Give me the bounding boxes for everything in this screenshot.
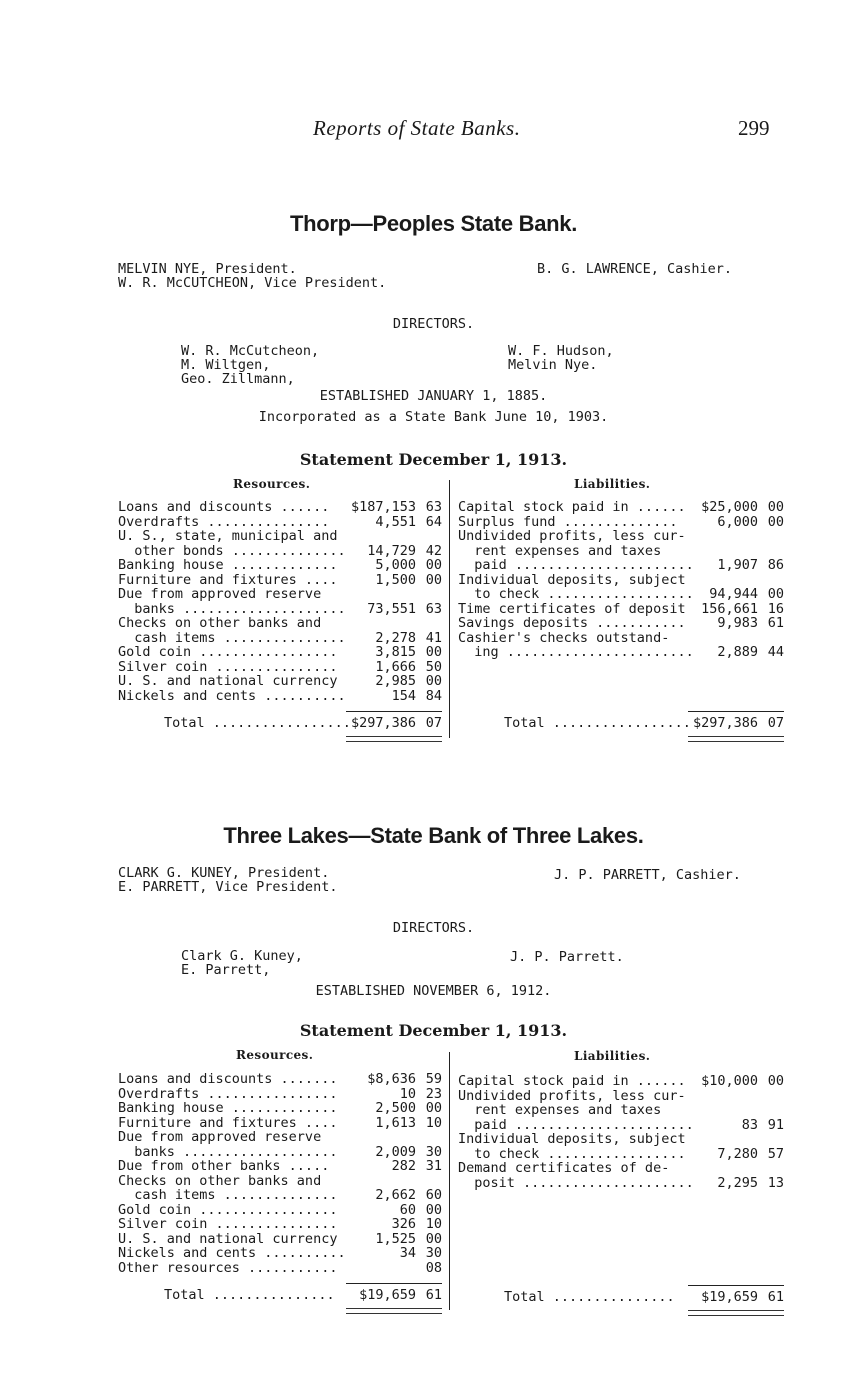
row-label: Overdrafts ................ xyxy=(118,1085,338,1102)
row-cents: 10 xyxy=(425,1114,442,1131)
table-row xyxy=(458,1103,784,1118)
row-dollars: 7,280 xyxy=(717,1145,758,1162)
running-head xyxy=(0,116,867,140)
row-label: Individual deposits, subject xyxy=(458,1131,686,1147)
row-label: U. S. and national currency xyxy=(118,1230,338,1247)
table-row xyxy=(118,1174,442,1189)
row-label: U. S., state, municipal and xyxy=(118,528,338,544)
row-cents: 13 xyxy=(767,1174,784,1191)
row-label: cash items ............... xyxy=(118,629,346,646)
statement-heading: Statement December 1, 1913. xyxy=(299,1021,568,1040)
president: CLARK G. KUNEY, President. xyxy=(118,865,330,881)
liabilities-table xyxy=(458,500,784,660)
row-dollars: 1,666 xyxy=(375,658,416,675)
table-row xyxy=(118,1130,442,1145)
total-label: Total ............... xyxy=(164,1287,335,1303)
row-cents: 00 xyxy=(425,571,442,588)
row-dollars: 1,525 xyxy=(375,1230,416,1247)
liabilities-total-rule xyxy=(688,1285,784,1286)
row-label: Loans and discounts ...... xyxy=(118,499,330,515)
president: MELVIN NYE, President. xyxy=(118,261,297,277)
column-divider xyxy=(449,480,450,738)
incorporated-date: Incorporated as a State Bank June 10, 1903. xyxy=(258,409,609,425)
director-left-1: W. R. McCutcheon, xyxy=(181,343,320,359)
table-row xyxy=(118,558,442,573)
row-label: Undivided profits, less cur- xyxy=(458,1087,686,1104)
director-left-2: E. Parrett, xyxy=(181,962,271,978)
table-row xyxy=(118,1072,442,1087)
row-cents: 00 xyxy=(425,1230,442,1247)
row-dollars: 1,500 xyxy=(375,571,416,588)
resources-total-rule xyxy=(346,711,442,712)
total-label: Total ................. xyxy=(164,715,351,731)
row-label: Silver coin ............... xyxy=(118,658,338,675)
row-label: Due from approved reserve xyxy=(118,586,322,602)
table-row xyxy=(118,1203,442,1218)
table-row xyxy=(458,587,784,602)
row-label: to check .................. xyxy=(458,586,694,602)
row-label: Nickels and cents .......... xyxy=(118,687,346,704)
row-label: to check ................. xyxy=(458,1145,686,1162)
row-label: Banking house ............. xyxy=(118,1100,338,1116)
table-row xyxy=(118,515,442,530)
resources-heading: Resources. xyxy=(233,477,311,491)
row-cents: 30 xyxy=(425,1245,442,1261)
total-dollars: $297,386 xyxy=(692,715,758,731)
row-dollars: 2,009 xyxy=(375,1143,416,1160)
row-dollars: 2,985 xyxy=(375,673,416,689)
row-label: Gold coin ................. xyxy=(118,644,338,660)
resources-total xyxy=(118,1287,442,1303)
row-dollars: 2,500 xyxy=(375,1100,416,1116)
table-row xyxy=(118,1101,442,1116)
row-label: rent expenses and taxes xyxy=(458,542,662,559)
row-label: paid ...................... xyxy=(458,557,694,573)
total-cents: 61 xyxy=(767,1289,784,1305)
table-row xyxy=(458,1074,784,1089)
row-label: cash items .............. xyxy=(118,1187,338,1203)
row-label: Overdrafts ............... xyxy=(118,513,330,530)
resources-double-rule xyxy=(346,736,442,742)
table-row xyxy=(458,645,784,660)
table-row xyxy=(458,500,784,515)
row-label: Silver coin ............... xyxy=(118,1216,338,1232)
row-dollars: 156,661 xyxy=(701,600,758,617)
table-row xyxy=(118,1087,442,1102)
table-row xyxy=(118,689,442,704)
liabilities-total xyxy=(458,1289,784,1305)
table-row xyxy=(118,616,442,631)
table-row xyxy=(458,1132,784,1147)
row-dollars: 282 xyxy=(391,1158,416,1174)
director-left-2: M. Wiltgen, xyxy=(181,357,271,373)
total-dollars: $19,659 xyxy=(359,1287,416,1303)
table-row xyxy=(118,573,442,588)
table-row xyxy=(458,515,784,530)
row-cents: 63 xyxy=(425,499,442,515)
table-row xyxy=(118,544,442,559)
director-right-1: W. F. Hudson, xyxy=(508,343,614,359)
row-label: paid ...................... xyxy=(458,1116,694,1133)
vice-president: W. R. McCUTCHEON, Vice President. xyxy=(118,275,387,291)
row-label: other bonds .............. xyxy=(118,542,346,559)
row-cents: 44 xyxy=(767,644,784,660)
table-row xyxy=(458,1118,784,1133)
total-cents: 61 xyxy=(425,1287,442,1303)
liabilities-double-rule xyxy=(688,1310,784,1316)
row-dollars: 2,662 xyxy=(375,1187,416,1203)
row-label: Nickels and cents .......... xyxy=(118,1245,346,1261)
row-label: Surplus fund .............. xyxy=(458,513,678,530)
table-row xyxy=(458,558,784,573)
table-row xyxy=(118,1261,442,1276)
row-cents: 00 xyxy=(425,1100,442,1116)
row-dollars: 1,613 xyxy=(375,1114,416,1131)
row-dollars: 60 xyxy=(399,1201,416,1218)
resources-table xyxy=(118,1072,442,1275)
row-label: Capital stock paid in ...... xyxy=(458,499,686,515)
row-dollars: 14,729 xyxy=(367,542,416,559)
row-dollars: 2,889 xyxy=(717,644,758,660)
table-row xyxy=(118,587,442,602)
row-cents: 57 xyxy=(767,1145,784,1162)
table-row xyxy=(458,616,784,631)
row-label: rent expenses and taxes xyxy=(458,1102,662,1118)
total-cents: 07 xyxy=(767,715,784,731)
resources-double-rule xyxy=(346,1308,442,1314)
row-label: Cashier's checks outstand- xyxy=(458,629,670,646)
resources-heading: Resources. xyxy=(236,1048,314,1062)
row-label: Time certificates of deposit xyxy=(458,600,686,617)
row-label: Gold coin ................. xyxy=(118,1201,338,1218)
director-left-3: Geo. Zillmann, xyxy=(181,371,295,387)
liabilities-double-rule xyxy=(688,736,784,742)
row-label: Individual deposits, subject xyxy=(458,571,686,588)
row-cents: 50 xyxy=(425,658,442,675)
row-dollars: 9,983 xyxy=(717,615,758,631)
row-dollars: 154 xyxy=(391,687,416,704)
row-label: Savings deposits ........... xyxy=(458,615,686,631)
row-dollars: 3,815 xyxy=(375,644,416,660)
row-dollars: 10 xyxy=(399,1085,416,1102)
row-dollars: 83 xyxy=(741,1116,758,1133)
row-dollars: 34 xyxy=(399,1245,416,1261)
row-dollars: 4,551 xyxy=(375,513,416,530)
row-label: ing ....................... xyxy=(458,644,694,660)
row-label: Checks on other banks and xyxy=(118,1172,322,1189)
row-cents: 59 xyxy=(425,1071,442,1087)
bank-title: Three Lakes—State Bank of Three Lakes. xyxy=(223,823,644,848)
total-dollars: $297,386 xyxy=(350,715,416,731)
row-dollars: 1,907 xyxy=(717,557,758,573)
row-label: Checks on other banks and xyxy=(118,615,322,631)
row-cents: 08 xyxy=(425,1259,442,1276)
row-dollars: 326 xyxy=(391,1216,416,1232)
row-label: Due from other banks ..... xyxy=(118,1158,330,1174)
row-dollars: 6,000 xyxy=(717,513,758,530)
row-dollars: 94,944 xyxy=(709,586,758,602)
row-label: U. S. and national currency xyxy=(118,673,338,689)
liabilities-table xyxy=(458,1074,784,1190)
column-divider xyxy=(449,1052,450,1310)
total-label: Total ................. xyxy=(504,715,691,731)
table-row xyxy=(118,1116,442,1131)
row-cents: 60 xyxy=(425,1187,442,1203)
cashier: J. P. PARRETT, Cashier. xyxy=(554,867,741,883)
row-cents: 23 xyxy=(425,1085,442,1102)
row-label: Furniture and fixtures .... xyxy=(118,1114,338,1131)
table-row xyxy=(118,660,442,675)
table-row xyxy=(118,674,442,689)
vice-president: E. PARRETT, Vice President. xyxy=(118,879,338,895)
row-cents: 64 xyxy=(425,513,442,530)
table-row xyxy=(458,573,784,588)
total-dollars: $19,659 xyxy=(701,1289,758,1305)
table-row xyxy=(118,1217,442,1232)
liabilities-total-rule xyxy=(688,711,784,712)
row-cents: 30 xyxy=(425,1143,442,1160)
table-row xyxy=(458,1161,784,1176)
row-dollars: 5,000 xyxy=(375,557,416,573)
row-cents: 63 xyxy=(425,600,442,617)
row-dollars: $8,636 xyxy=(367,1071,416,1087)
row-label: Banking house ............. xyxy=(118,557,338,573)
table-row xyxy=(118,529,442,544)
table-row xyxy=(458,602,784,617)
row-cents: 10 xyxy=(425,1216,442,1232)
row-cents: 61 xyxy=(767,615,784,631)
table-row xyxy=(118,645,442,660)
table-row xyxy=(118,1232,442,1247)
row-cents: 84 xyxy=(425,687,442,704)
table-row xyxy=(118,500,442,515)
row-cents: 91 xyxy=(767,1116,784,1133)
table-row xyxy=(118,1246,442,1261)
liabilities-heading: Liabilities. xyxy=(574,477,651,491)
table-row xyxy=(458,544,784,559)
row-cents: 42 xyxy=(425,542,442,559)
row-label: Loans and discounts ....... xyxy=(118,1071,338,1087)
liabilities-total xyxy=(458,715,784,731)
table-row xyxy=(118,602,442,617)
row-label: Due from approved reserve xyxy=(118,1129,322,1145)
director-left-1: Clark G. Kuney, xyxy=(181,948,303,964)
table-row xyxy=(458,1089,784,1104)
table-row xyxy=(458,631,784,646)
bank-title: Thorp—Peoples State Bank. xyxy=(289,211,578,236)
row-dollars: $25,000 xyxy=(701,499,758,515)
table-row xyxy=(458,529,784,544)
director-right-2: Melvin Nye. xyxy=(508,357,598,373)
total-label: Total ............... xyxy=(504,1289,675,1305)
liabilities-heading: Liabilities. xyxy=(574,1049,651,1063)
resources-total xyxy=(118,715,442,731)
row-dollars: 2,295 xyxy=(717,1174,758,1191)
row-label: Demand certificates of de- xyxy=(458,1160,670,1176)
row-cents: 00 xyxy=(767,513,784,530)
row-label: Furniture and fixtures .... xyxy=(118,571,338,588)
row-cents: 00 xyxy=(425,673,442,689)
cashier: B. G. LAWRENCE, Cashier. xyxy=(537,261,733,277)
row-dollars: $187,153 xyxy=(350,499,416,515)
established-date: ESTABLISHED JANUARY 1, 1885. xyxy=(319,388,548,404)
row-cents: 00 xyxy=(425,644,442,660)
row-cents: 00 xyxy=(767,499,784,515)
directors-heading: DIRECTORS. xyxy=(392,316,475,332)
statement-heading: Statement December 1, 1913. xyxy=(299,450,568,469)
table-row xyxy=(118,1159,442,1174)
directors-heading: DIRECTORS. xyxy=(392,920,475,936)
row-cents: 86 xyxy=(767,557,784,573)
page-number: 299 xyxy=(738,116,770,140)
row-label: Capital stock paid in ...... xyxy=(458,1073,686,1089)
row-label: posit ..................... xyxy=(458,1174,694,1191)
table-row xyxy=(458,1147,784,1162)
resources-total-rule xyxy=(346,1283,442,1284)
total-cents: 07 xyxy=(425,715,442,731)
director-right-1: J. P. Parrett. xyxy=(510,949,624,965)
row-label: banks ................... xyxy=(118,1143,338,1160)
resources-table xyxy=(118,500,442,703)
row-dollars: 2,278 xyxy=(375,629,416,646)
table-row xyxy=(118,631,442,646)
row-cents: 00 xyxy=(767,586,784,602)
running-head-title: Reports of State Banks. xyxy=(313,116,521,140)
table-row xyxy=(458,1176,784,1191)
row-label: Other resources ........... xyxy=(118,1259,338,1276)
row-cents: 16 xyxy=(767,600,784,617)
row-label: banks .................... xyxy=(118,600,346,617)
row-dollars: 73,551 xyxy=(367,600,416,617)
row-cents: 31 xyxy=(425,1158,442,1174)
row-cents: 41 xyxy=(425,629,442,646)
table-row xyxy=(118,1145,442,1160)
row-cents: 00 xyxy=(425,557,442,573)
row-cents: 00 xyxy=(767,1073,784,1089)
table-row xyxy=(118,1188,442,1203)
row-label: Undivided profits, less cur- xyxy=(458,528,686,544)
row-cents: 00 xyxy=(425,1201,442,1218)
established-date: ESTABLISHED NOVEMBER 6, 1912. xyxy=(315,983,552,999)
row-dollars: $10,000 xyxy=(701,1073,758,1089)
